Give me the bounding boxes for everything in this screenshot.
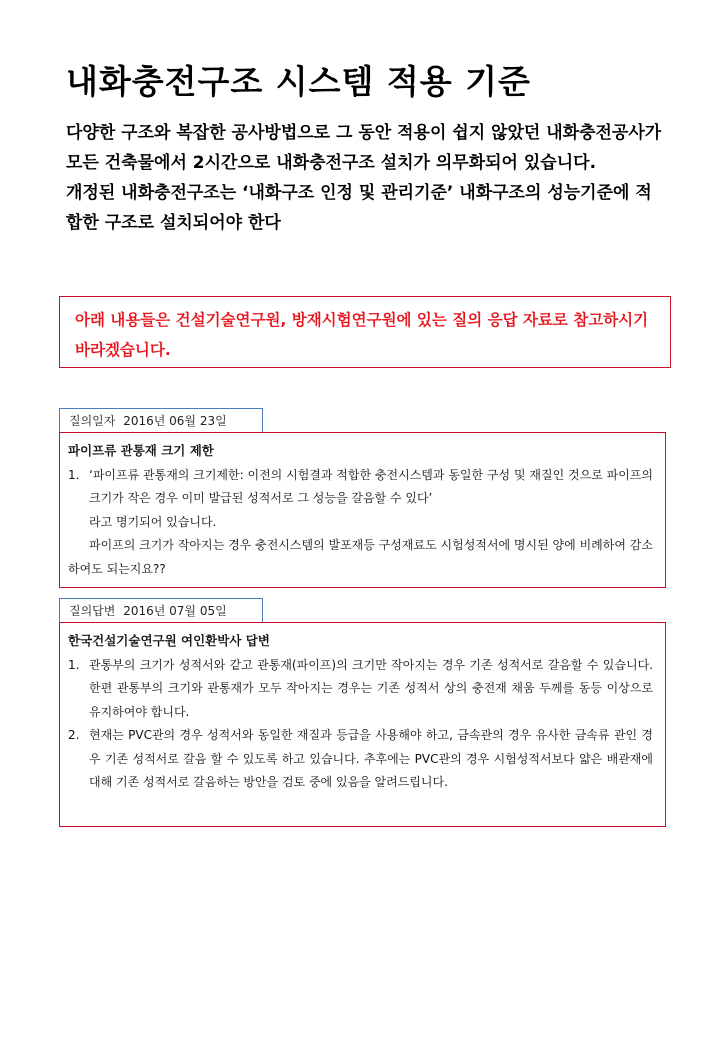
answer-item-text: 현재는 PVC관의 경우 성적서와 동일한 재질과 등급을 사용해야 하고, 금속관의 경우 유사한 금속류 관인 경우 기존 성적서로 갈음 할 수 있도록 하고 있습니다. 추후에는 PVC관의 경우 시험성적서보다 얇은 배관재에 대해 기존 성적서로 갈음하는 방안을 검토 중에 있음을 알려드립니다. xyxy=(89,728,653,789)
question-date-tag xyxy=(59,408,263,432)
intro-paragraph-2: 개정된 내화충전구조는 ‘내화구조 인정 및 관리기준’ 내화구조의 성능기준에 적합한 구조로 설치되어야 한다 xyxy=(66,183,652,233)
answer-item-number: 2. xyxy=(68,728,80,742)
intro-section xyxy=(66,118,666,238)
question-item-1 xyxy=(68,464,653,511)
answer-date-label: 질의답변 xyxy=(69,604,116,618)
notice-box: 아래 내용들은 건설기술연구원, 방재시험연구원에 있는 질의 응답 자료로 참고하시기 바라겠습니다. xyxy=(59,296,671,368)
answer-date-tag xyxy=(59,598,263,622)
question-date-label: 질의일자 xyxy=(69,414,116,428)
answer-item-1 xyxy=(68,654,653,725)
answer-heading: 한국건설기술연구원 여인환박사 답변 xyxy=(68,633,270,648)
answer-item-text: 관통부의 크기가 성적서와 같고 관통재(파이프)의 크기만 작아지는 경우 기존 성적서로 갈음할 수 있습니다. 한편 관통부의 크기와 관통재가 모두 작아지는 경우는 기존 성적서 상의 충전재 채움 두께를 동등 이상으로 유지하여야 합니다. xyxy=(89,657,653,719)
question-item-number: 1. xyxy=(68,467,80,482)
page-title: 내화충전구조 시스템 적용 기준 xyxy=(66,62,531,101)
answer-date-value: 2016년 07월 05일 xyxy=(123,604,227,618)
answer-item-2 xyxy=(68,724,653,795)
intro-paragraph-1: 다양한 구조와 복잡한 공사방법으로 그 동안 적용이 쉽지 않았던 내화충전공사가 모든 건축물에서 2시간으로 내화충전구조 설치가 의무화되어 있습니다. xyxy=(66,123,662,173)
question-date-value: 2016년 06월 23일 xyxy=(123,414,227,428)
answer-item-number: 1. xyxy=(68,657,80,672)
question-heading: 파이프류 관통재 크기 제한 xyxy=(68,443,214,458)
question-line-3: 파이프의 크기가 작아지는 경우 충전시스템의 발포재등 구성재료도 시험성적서에 명시된 양에 비례하여 감소하여도 되는지요?? xyxy=(68,538,653,576)
question-box xyxy=(59,432,666,588)
question-line-2: 라고 명기되어 있습니다. xyxy=(89,514,217,529)
answer-box xyxy=(59,622,666,827)
question-item-text: ‘파이프류 관통재의 크기제한: 이전의 시험결과 적합한 충전시스템과 동일한 구성 및 재질인 것으로 파이프의 크기가 작은 경우 이미 발급된 성적서로 그 성능을 갈음할 수 있다’ xyxy=(89,467,653,505)
